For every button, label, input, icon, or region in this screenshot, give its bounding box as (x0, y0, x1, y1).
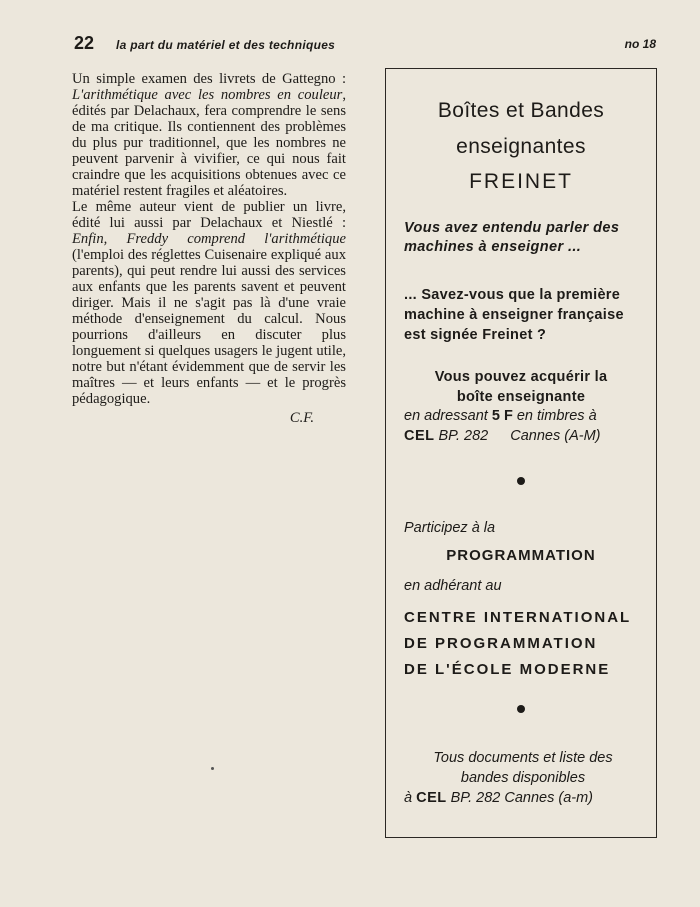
article-column (72, 71, 346, 426)
ad-cel: CEL (404, 428, 435, 444)
ad-address-line (404, 428, 642, 444)
ink-speck (211, 767, 214, 770)
ad-docs-text-a: à (404, 790, 417, 806)
page-header (74, 33, 656, 57)
issue-number: no 18 (624, 37, 656, 51)
ad-docs-cel: CEL (416, 790, 447, 806)
bullet-separator (517, 705, 525, 713)
ad-docs-line-1: Tous documents et liste des (433, 750, 613, 766)
article-paragraph-2 (72, 199, 346, 407)
ad-centre-line-2: DE PROGRAMMATION (404, 635, 598, 652)
ad-acquire-text-a: en adressant (404, 408, 492, 424)
ad-acquire-line-1: Vous pouvez acquérir la (434, 369, 608, 385)
ad-price: 5 F (491, 408, 513, 424)
ad-docs-text-b: BP. 282 Cannes (a-m) (446, 790, 594, 806)
ad-docs-line-2: bandes disponibles (460, 770, 586, 786)
ad-adhering: en adhérant au (404, 578, 502, 594)
ad-heard-text: Vous avez entendu parler des machines à enseigner ... (404, 220, 620, 255)
ad-acquire-text-b: en timbres à (512, 408, 597, 424)
bullet-separator (517, 477, 525, 485)
ad-participate: Participez à la (404, 520, 496, 536)
p2-text-a: Le même auteur vient de publier un livre, édité lui aussi par Delachaux et Niestlé : (72, 199, 346, 231)
ad-docs-line-3 (404, 788, 642, 808)
p1-book-title: L'arithmétique avec les nombres en couleur (72, 87, 343, 103)
signature: C.F. (289, 410, 314, 426)
ad-city: Cannes (A-M) (510, 428, 601, 444)
ad-title-line-2: enseignantes (456, 135, 586, 158)
p2-text-b: (l'emploi des réglettes Cuisenaire expliqué aux parents), qui peut rendre lui aussi des services aux enfants que les parents savent et peuvent diriger. Mais il ne s'agit pas là d'une vraie méthode d'enseignement du calcul. Nous pourrions d'ailleurs en discuter plus longuement si quelques usagers le jugent utile, notre but n'étant évidemment que de servir les maîtres — et leurs enfants — et le progrès pédagogique. (72, 247, 346, 407)
ad-programmation: PROGRAMMATION (446, 547, 596, 564)
ad-question-text: ... Savez-vous que la première machine à enseigner française est signée Freinet ? (404, 287, 624, 343)
p2-book-title: Enfin, Freddy comprend l'arithmétique (72, 231, 346, 247)
article-paragraph-1 (72, 71, 346, 199)
p1-text-a: Un simple examen des livrets de Gattegno : (72, 71, 346, 87)
ad-documents (404, 748, 642, 808)
ad-title-line-1: Boîtes et Bandes (437, 99, 605, 122)
running-title: la part du matériel et des techniques (116, 38, 336, 52)
ad-acquire-line-2: boîte enseignante (456, 389, 586, 405)
ad-centre-line-3: DE L'ÉCOLE MODERNE (404, 661, 611, 678)
ad-bp: BP. 282 (438, 428, 489, 444)
ad-acquire-line-3 (404, 408, 642, 424)
ad-centre (404, 605, 642, 683)
ad-centre-line-1: CENTRE INTERNATIONAL (404, 609, 632, 626)
ad-title-line-3: FREINET (469, 170, 573, 193)
advertisement-box (385, 68, 657, 838)
page-number: 22 (74, 33, 95, 53)
p1-text-b: , édités par Delachaux, fera comprendre le sens de ma critique. Ils contiennent des problèmes du plus pur traditionnel, que les nombres ne peuvent parvenir à vivifier, ce qui nous fait craindre que les acquisitions obtenues avec ce matériel restent fragiles et aléatoires. (72, 87, 346, 199)
